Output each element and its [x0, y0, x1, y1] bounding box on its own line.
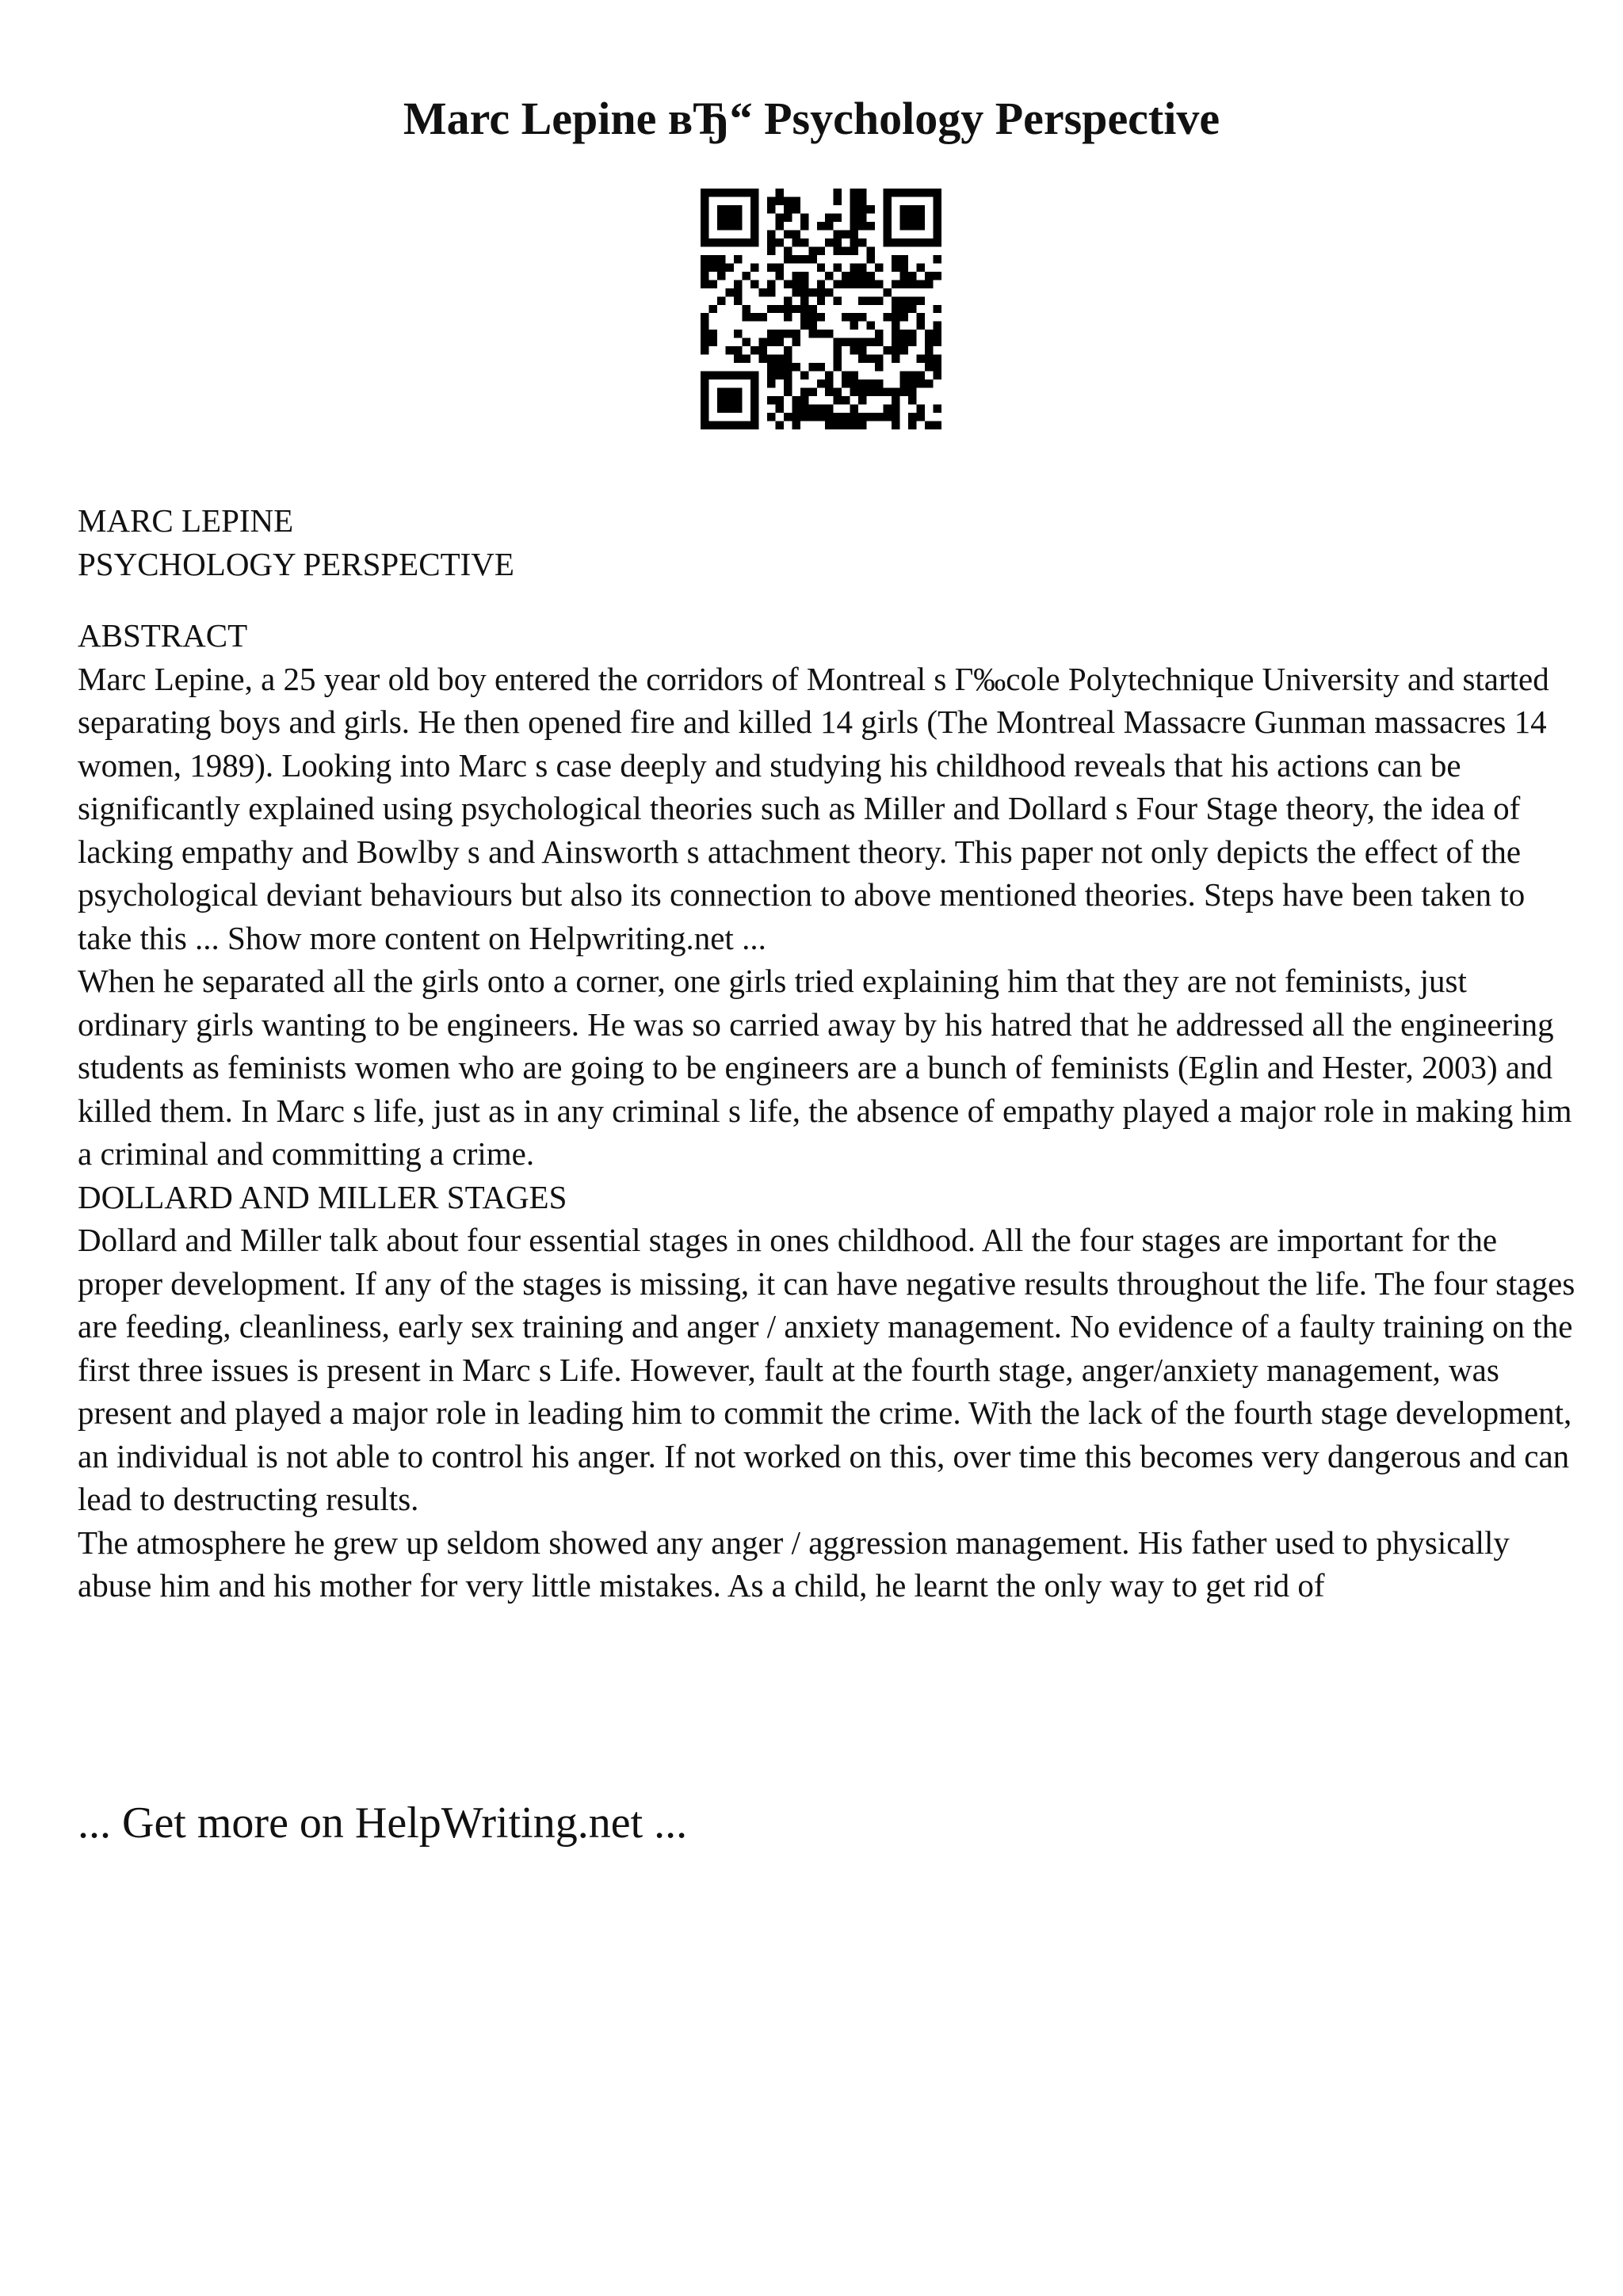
doc-heading-subject: PSYCHOLOGY PERSPECTIVE [78, 545, 514, 582]
abstract-paragraph: Marc Lepine, a 25 year old boy entered the corridors of Montreal s Г‰cole Polytechnique University and started separating boys and girls. He then opened fire and killed 14 girls (The Montreal Massacre Gunman massacres 14 women, 1989). Looking into Marc s case deeply and studying his childhood reveals that his actions can be significantly explained using psychological theories such as Miller and Dollard s Four Stage theory, the idea of lacking empathy and Bowlby s and Ainsworth s attachment theory. This paper not only depicts the effect of the psychological deviant behaviours but also its connection to above mentioned theories. Steps have been taken to take this ... Show more content on Helpwriting.net ... [78, 660, 1549, 956]
paragraph-stages: Dollard and Miller talk about four essential stages in ones childhood. All the four stages are important for the proper development. If any of the stages is missing, it can have negative results throughout the life. The four stages are feeding, cleanliness, early sex training and anger / anxiety management. No evidence of a faulty training on the first three issues is present in Marc s Life. However, fault at the fourth stage, anger/anxiety management, was present and played a major role in leading him to commit the crime. With the lack of the fourth stage development, an individual is not able to control his anger. If not worked on this, over time this becomes very dangerous and can lead to destructing results. [78, 1222, 1575, 1517]
doc-heading-name: MARC LEPINE [78, 502, 294, 539]
document-body [78, 499, 1583, 1608]
section-heading-stages: DOLLARD AND MILLER STAGES [78, 1178, 567, 1215]
document-title: Marc Lepine вЂ“ Psychology Perspective [403, 93, 1220, 144]
paragraph-atmosphere: The atmosphere he grew up seldom showed any anger / aggression management. His father used to physically abuse him and his mother for very little mistakes. As a child, he learnt the only way to get rid of [78, 1524, 1510, 1604]
abstract-heading: ABSTRACT [78, 617, 248, 654]
qr-code-icon[interactable] [701, 189, 941, 429]
paragraph-empathy: When he separated all the girls onto a corner, one girls tried explaining him that they are not feminists, just ordinary girls wanting to be engineers. He was so carried away by his hatred that he addressed all the engineering students as feminists women who are going to be engineers are a bunch of feminists (Eglin and Hester, 2003) and killed them. In Marc s life, just as in any criminal s life, the absence of empathy played a major role in making him a criminal and committing a crime. [78, 963, 1572, 1172]
spacer [78, 585, 1583, 614]
get-more-link[interactable]: ... Get more on HelpWriting.net ... [78, 1798, 688, 1848]
